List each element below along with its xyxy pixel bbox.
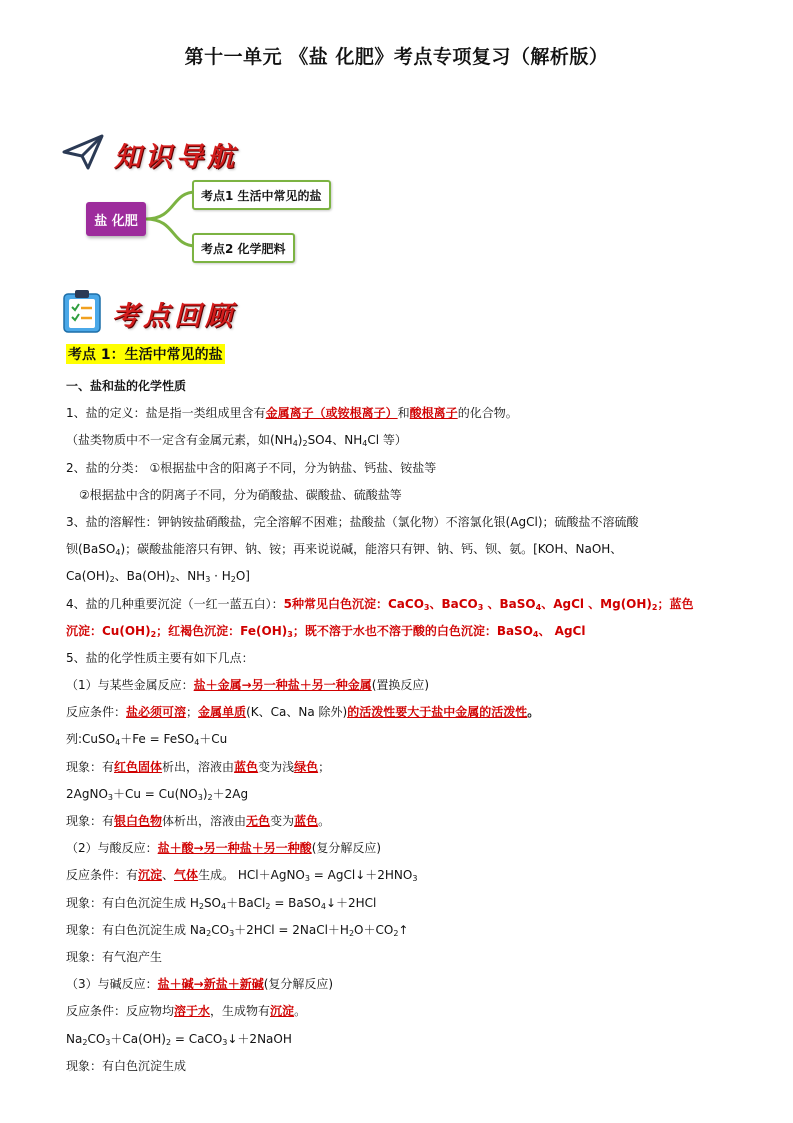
mind-map-root: 盐 化肥 — [86, 202, 146, 236]
text-line: 1、盐的定义：盐是指一类组成里含有金属离子（或铵根离子）和酸根离子的化合物。 — [66, 406, 518, 421]
banner-title: 知识导航 — [114, 141, 238, 173]
text-line: 现象：有白色沉淀生成 $H_2SO_4+BaCl_2$ = BaSO$_4$↓＋2HCl — [66, 895, 377, 911]
text-line: $Na_2CO_3+Ca(OH)_2$ = CaCO$_3$↓＋2NaOH — [66, 1031, 292, 1047]
text-line: 反应条件：反应物均溶于水，生成物有沉淀。 — [66, 1004, 307, 1019]
content-body — [66, 373, 731, 1080]
text-line: $Ca(OH)_2$、$Ba(OH)_2$、$NH_3 \cdot H_2O$] — [66, 569, 250, 585]
text-line: 现象：有银白色物体析出，溶液由无色变为蓝色。 — [66, 814, 331, 828]
text-line: （盐类物质中不一定含有金属元素，如$(NH_4)_2SO4$、$NH_4Cl$ 等） — [66, 433, 407, 449]
text-line: 3、盐的溶解性：钾钠铵盐硝酸盐，完全溶解不困难；盐酸盐（氯化物）不溶氯化银(AgCl)；硫酸盐不溶硫酸 — [66, 514, 639, 529]
paper-plane-icon — [62, 132, 104, 176]
clipboard-icon — [62, 288, 102, 338]
text-line: ②根据盐中含的阴离子不同，分为硝酸盐、碳酸盐、硫酸盐等 — [79, 487, 402, 502]
text-line: 5、盐的化学性质主要有如下几点： — [66, 650, 254, 665]
text-line: 现象：有白色沉淀生成 $Na_2CO_3+2HCl$ = $2NaCl+H_2O+CO_2↑$ — [66, 922, 409, 938]
text-line: 钡(BaSO$_4$)；碳酸盐能溶只有钾、钠、铵；再来说说碱，能溶只有钾、钠、钙、钡、氨。[KOH、NaOH、 — [66, 542, 623, 558]
review-banner — [62, 288, 236, 338]
text-line: 2、盐的分类： ①根据盐中含的阳离子不同，分为钠盐、钙盐、铵盐等 — [66, 460, 437, 475]
text-line: 4、盐的几种重要沉淀（一红一蓝五白）：5种常见白色沉淀：CaCO$_3$、BaCO$_3$ 、BaSO$_4$、AgCl 、$Mg(OH)_2$；蓝色 — [66, 596, 694, 612]
banner-title: 考点回顾 — [112, 300, 236, 332]
text-line: 2AgNO$_3$＋Cu = $Cu(NO_3)_2+2Ag$ — [66, 786, 249, 802]
text-line: 反应条件：有沉淀、气体生成。 HCl＋AgNO$_3$ = $AgCl↓+2HNO_3$ — [66, 868, 418, 884]
mind-map-node-2: 考点2 化学肥料 — [192, 233, 295, 263]
text-line: 现象：有白色沉淀生成 — [66, 1058, 187, 1073]
text-line: （3）与碱反应：盐＋碱→新盐＋新碱(复分解反应) — [66, 977, 334, 992]
text-line: 反应条件：盐必须可溶；金属单质(K、Ca、Na 除外)的活泼性要大于盐中金属的活泼性。 — [66, 705, 540, 720]
heading-line: 一、盐和盐的化学性质 — [66, 379, 187, 393]
knowledge-nav-banner — [62, 132, 238, 176]
text-line: （2）与酸反应：盐＋酸→另一种盐＋另一种酸(复分解反应) — [66, 841, 382, 856]
text-line: （1）与某些金属反应：盐＋金属→另一种盐＋另一种金属(置换反应) — [66, 678, 430, 693]
text-line: 沉淀：$Cu(OH)_2$；红褐色沉淀：$Fe(OH)_3$；既不溶于水也不溶于酸的白色沉淀：BaSO$_4$、 AgCl — [66, 623, 586, 639]
text-line: 现象：有红色固体析出，溶液由蓝色变为浅绿色； — [66, 759, 331, 774]
mind-map-node-1: 考点1 生活中常见的盐 — [192, 180, 331, 210]
text-line: 列:CuSO$_4$＋Fe = FeSO$_4$＋Cu — [66, 732, 228, 748]
text-line: 现象：有气泡产生 — [66, 949, 163, 964]
page-title: 第十一单元 《盐 化肥》考点专项复习（解析版） — [184, 46, 609, 68]
mind-map — [86, 180, 366, 270]
section-heading: 考点 1：生活中常见的盐 — [66, 344, 225, 364]
